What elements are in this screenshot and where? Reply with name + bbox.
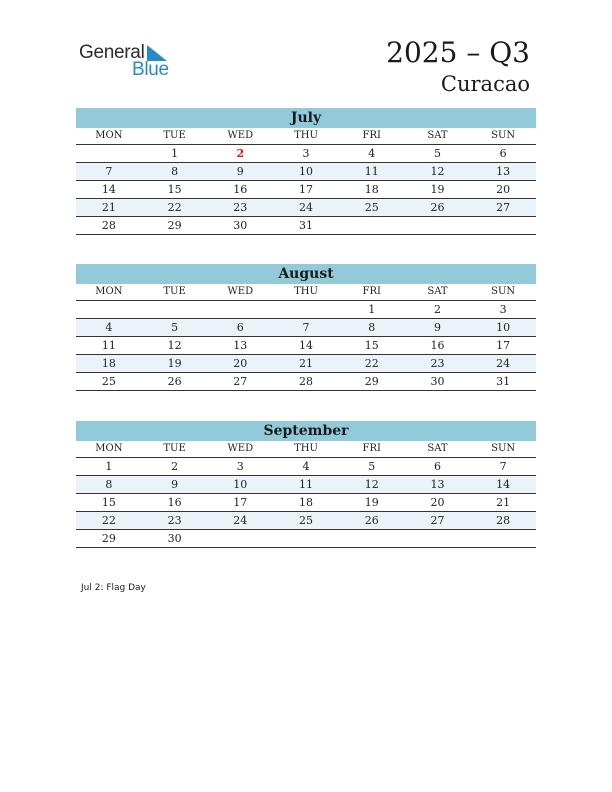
day-cell: 30 (430, 375, 445, 388)
day-cell: 23 (430, 357, 445, 370)
month-calendar-july (76, 108, 536, 235)
day-cell: 7 (302, 321, 310, 334)
weekday-header-row (76, 128, 536, 145)
day-cell: 14 (496, 478, 511, 491)
week-row (76, 458, 536, 476)
day-cell (339, 530, 405, 547)
holiday-notes (81, 583, 146, 593)
weekday-label: MON (95, 286, 123, 297)
day-cell: 24 (299, 201, 314, 214)
day-cell: 11 (364, 165, 379, 178)
day-cell: 23 (167, 514, 182, 527)
day-cell (207, 530, 273, 547)
week-row (76, 319, 536, 337)
day-cell: 16 (233, 183, 248, 196)
day-cell (470, 530, 536, 547)
holiday-note: Jul 2: Flag Day (81, 583, 146, 593)
week-row (76, 217, 536, 235)
day-cell: 15 (364, 339, 379, 352)
day-cell: 29 (167, 219, 182, 232)
month-calendar-august (76, 264, 536, 391)
day-cell (339, 217, 405, 234)
day-cell (273, 301, 339, 318)
day-cell: 1 (171, 147, 179, 160)
week-row (76, 301, 536, 319)
day-cell: 22 (364, 357, 379, 370)
day-cell: 19 (364, 496, 379, 509)
day-cell: 3 (302, 147, 310, 160)
day-cell: 7 (105, 165, 113, 178)
day-cell: 21 (101, 201, 116, 214)
day-cell: 25 (364, 201, 379, 214)
weekday-label: WED (227, 286, 254, 297)
weekday-label: SAT (427, 443, 448, 454)
weekday-label: SUN (491, 130, 516, 141)
day-cell (273, 530, 339, 547)
day-cell: 14 (299, 339, 314, 352)
day-cell: 28 (299, 375, 314, 388)
day-cell: 27 (496, 201, 511, 214)
week-row (76, 476, 536, 494)
day-cell: 11 (101, 339, 116, 352)
weekday-label: FRI (362, 286, 381, 297)
weekday-header-row (76, 441, 536, 458)
weekday-label: TUE (163, 443, 186, 454)
day-cell: 18 (364, 183, 379, 196)
day-cell (405, 530, 471, 547)
logo-text-general: General (79, 42, 145, 63)
day-cell: 31 (496, 375, 511, 388)
day-cell: 23 (233, 201, 248, 214)
day-cell (207, 301, 273, 318)
day-cell: 4 (105, 321, 113, 334)
day-cell: 24 (233, 514, 248, 527)
day-cell: 8 (368, 321, 376, 334)
day-cell: 2 (171, 460, 179, 473)
day-cell (405, 217, 471, 234)
day-cell: 26 (430, 201, 445, 214)
day-cell: 11 (299, 478, 314, 491)
weekday-label: SUN (491, 286, 516, 297)
week-row (76, 145, 536, 163)
period-title: 2025 – Q3 (386, 36, 530, 69)
day-cell: 15 (167, 183, 182, 196)
day-cell: 14 (101, 183, 116, 196)
weekday-label: TUE (163, 286, 186, 297)
day-cell: 31 (299, 219, 314, 232)
week-row (76, 355, 536, 373)
weekday-label: FRI (362, 443, 381, 454)
day-cell: 5 (368, 460, 376, 473)
day-cell: 20 (233, 357, 248, 370)
week-row (76, 530, 536, 548)
day-cell: 22 (101, 514, 116, 527)
day-cell: 16 (167, 496, 182, 509)
week-row (76, 199, 536, 217)
day-cell: 17 (496, 339, 511, 352)
day-cell: 26 (364, 514, 379, 527)
day-cell: 19 (430, 183, 445, 196)
weekday-label: THU (294, 130, 318, 141)
month-title: July (76, 108, 536, 128)
logo-text-blue: Blue (132, 59, 169, 80)
week-row (76, 337, 536, 355)
day-cell: 12 (167, 339, 182, 352)
day-cell: 9 (236, 165, 244, 178)
day-cell: 6 (499, 147, 507, 160)
day-cell: 3 (236, 460, 244, 473)
day-cell: 30 (167, 532, 182, 545)
day-cell: 28 (496, 514, 511, 527)
day-cell: 29 (364, 375, 379, 388)
weekday-header-row (76, 284, 536, 301)
day-cell: 7 (499, 460, 507, 473)
day-cell: 28 (101, 219, 116, 232)
month-title: August (76, 264, 536, 284)
day-cell: 25 (299, 514, 314, 527)
day-cell: 3 (499, 303, 507, 316)
day-cell: 9 (171, 478, 179, 491)
day-cell: 13 (233, 339, 248, 352)
day-cell: 9 (433, 321, 441, 334)
month-calendar-september (76, 421, 536, 548)
day-cell: 21 (496, 496, 511, 509)
week-row (76, 181, 536, 199)
day-cell: 6 (433, 460, 441, 473)
weekday-label: SUN (491, 443, 516, 454)
day-cell: 10 (299, 165, 314, 178)
weekday-label: TUE (163, 130, 186, 141)
day-cell: 4 (302, 460, 310, 473)
day-cell: 21 (299, 357, 314, 370)
day-cell: 10 (496, 321, 511, 334)
week-row (76, 494, 536, 512)
country-title: Curacao (440, 72, 530, 96)
weekday-label: MON (95, 130, 123, 141)
day-cell (470, 217, 536, 234)
week-row (76, 373, 536, 391)
day-cell: 22 (167, 201, 182, 214)
day-cell (142, 301, 208, 318)
day-cell: 20 (430, 496, 445, 509)
day-cell: 27 (430, 514, 445, 527)
day-cell: 27 (233, 375, 248, 388)
day-cell: 24 (496, 357, 511, 370)
day-cell: 17 (233, 496, 248, 509)
day-cell: 26 (167, 375, 182, 388)
weekday-label: WED (227, 130, 254, 141)
day-cell: 19 (167, 357, 182, 370)
day-cell: 1 (105, 460, 113, 473)
day-cell: 5 (171, 321, 179, 334)
weekday-label: FRI (362, 130, 381, 141)
day-cell (76, 301, 142, 318)
day-cell: 12 (364, 478, 379, 491)
day-cell: 12 (430, 165, 445, 178)
month-title: September (76, 421, 536, 441)
day-cell: 8 (171, 165, 179, 178)
day-cell: 10 (233, 478, 248, 491)
day-cell: 6 (236, 321, 244, 334)
weekday-label: SAT (427, 286, 448, 297)
week-row (76, 512, 536, 530)
weekday-label: THU (294, 443, 318, 454)
weekday-label: THU (294, 286, 318, 297)
day-cell: 1 (368, 303, 376, 316)
day-cell: 30 (233, 219, 248, 232)
week-row (76, 163, 536, 181)
day-cell: 18 (299, 496, 314, 509)
day-cell: 13 (496, 165, 511, 178)
day-cell: 8 (105, 478, 113, 491)
day-cell: 5 (433, 147, 441, 160)
day-cell: 13 (430, 478, 445, 491)
day-cell: 20 (496, 183, 511, 196)
day-cell (76, 145, 142, 162)
weekday-label: SAT (427, 130, 448, 141)
day-cell: 4 (368, 147, 376, 160)
day-cell: 16 (430, 339, 445, 352)
day-cell: 2 (433, 303, 441, 316)
day-cell: 25 (101, 375, 116, 388)
day-cell: 29 (101, 532, 116, 545)
brand-logo (79, 42, 179, 82)
day-cell: 18 (101, 357, 116, 370)
holiday-day-cell: 2 (236, 147, 245, 160)
weekday-label: WED (227, 443, 254, 454)
day-cell: 17 (299, 183, 314, 196)
weekday-label: MON (95, 443, 123, 454)
day-cell: 15 (101, 496, 116, 509)
